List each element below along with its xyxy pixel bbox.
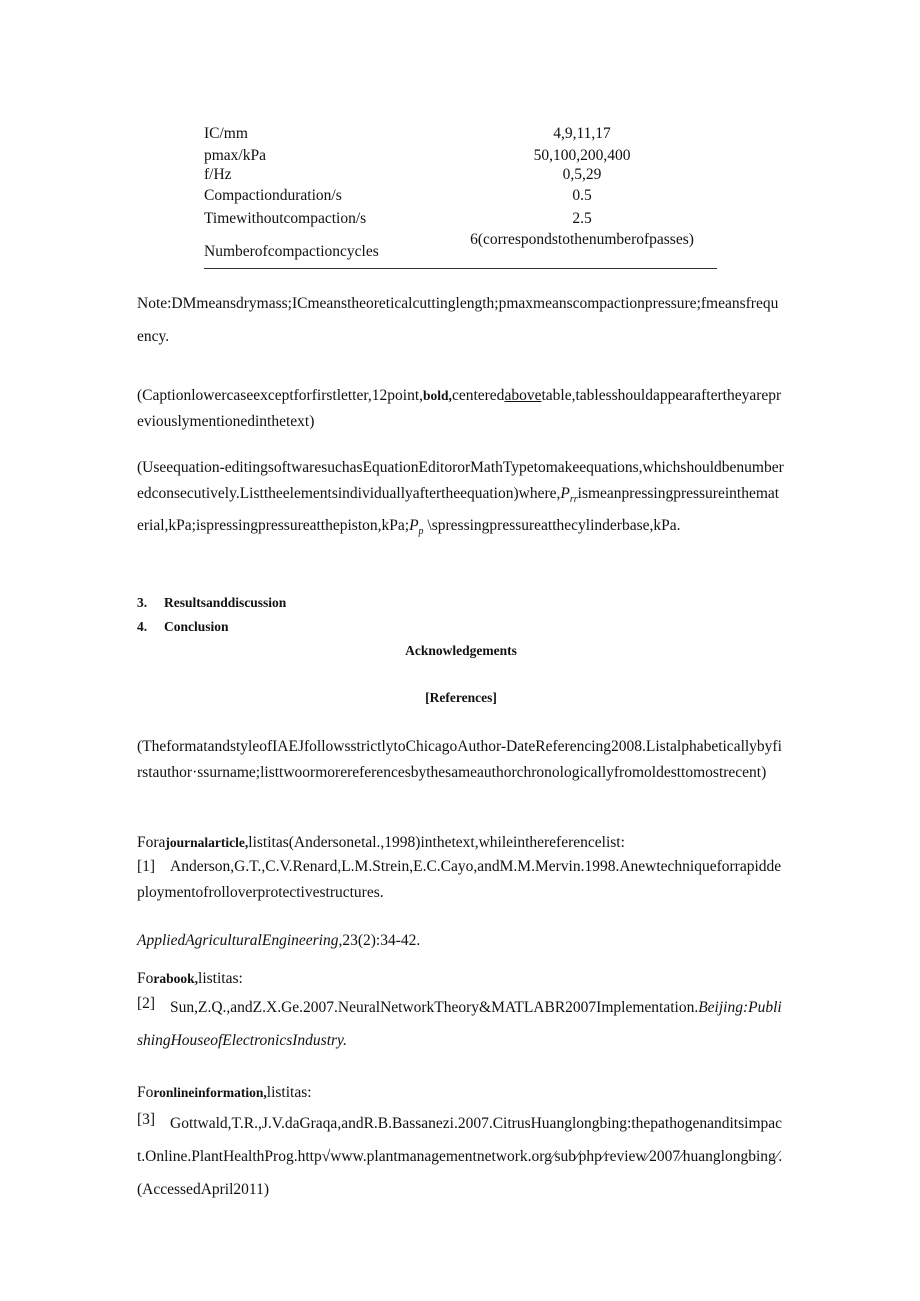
equation-instructions xyxy=(137,455,785,545)
table-value-ic: 4,9,11,17 xyxy=(553,125,611,142)
ref-1-volume: 23(2):34-42. xyxy=(342,932,421,949)
table-label-cycles: Numberofcompactioncycles xyxy=(204,243,379,260)
section-4-number: 4. xyxy=(137,619,148,634)
table-value-cycles: 6(correspondstothenumberofpasses) xyxy=(470,231,694,248)
table-value-compaction-duration: 0.5 xyxy=(572,187,592,204)
acknowledgements-heading: Acknowledgements xyxy=(405,643,517,658)
book-intro-post: listitas: xyxy=(198,970,243,987)
table-label-pmax: pmax/kPa xyxy=(204,147,266,164)
table-bottom-rule xyxy=(204,268,717,269)
online-intro-post: listitas: xyxy=(266,1084,312,1101)
ref-1-journal-line xyxy=(137,928,785,954)
equation-instr-text2: ismeanpressingpressureinthematerial,kPa;ispressingpressureatthepiston,kPa; xyxy=(137,485,780,535)
caption-instr-pre: (Captionlowercaseexceptforfirstletter,12point, xyxy=(137,387,424,404)
caption-instr-bold: bold, xyxy=(423,388,452,403)
online-intro-bold: ronlineinformation, xyxy=(153,1085,267,1100)
table-label-ic: IC/mm xyxy=(204,125,248,142)
table-value-time-without: 2.5 xyxy=(572,210,592,227)
ref-2-main: Sun,Z.Q.,andZ.X.Ge.2007.NeuralNetworkTheory&MATLABR2007Implementation. xyxy=(170,999,699,1016)
journal-intro-post: listitas(Andersonetal.,1998)inthetext,whileinthereferencelist: xyxy=(248,834,625,851)
table-value-pmax: 50,100,200,400 xyxy=(533,147,631,164)
ref-3-text: Gottwald,T.R.,J.V.daGraqa,andR.B.Bassanezi.2007.CitrusHuanglongbing:thepathogenanditsimpact.Online.PlantHealthProg.http√www.plantmanagementnetwork.org∕sub∕php∕review∕2007∕huanglongbing∕.(AccessedApril2011) xyxy=(137,1115,783,1198)
book-intro-pre: Fo xyxy=(137,970,154,987)
ref-3-number: [3] xyxy=(137,1111,156,1128)
book-intro xyxy=(137,966,785,992)
caption-instr-post: table,tablesshouldappearaftertheyarepreviouslymentionedinthetext) xyxy=(137,387,782,430)
ref-1-text: Anderson,G.T.,C.V.Renard,L.M.Strein,E.C.Cayo,andM.M.Mervin.1998.Anewtechniqueforrapiddeploymentofrolloverprotectivestructures. xyxy=(137,858,782,901)
book-intro-bold: rabook, xyxy=(153,971,199,986)
ref-2-text xyxy=(137,991,785,1057)
equation-instr-text3: \spressingpressureatthecylinderbase,kPa. xyxy=(427,517,681,535)
ref-2-publisher: Beijing:PublishingHouseofElectronicsIndustry. xyxy=(137,999,782,1049)
journal-intro-pre: Fora xyxy=(137,834,166,851)
section-4-title: Conclusion xyxy=(164,619,229,634)
equation-instr-text1: (Useequation-editingsoftwaresuchasEquationEditororMathTypetomakeequations,whichshouldbenumberedconsecutively.Listtheelementsindividuallyaftertheequation)where, xyxy=(137,459,784,502)
caption-instructions xyxy=(137,383,785,435)
journal-intro xyxy=(137,830,785,856)
table-label-time-without: Timewithoutcompaction/s xyxy=(204,210,367,227)
symbol-p-p-sub: p xyxy=(418,526,424,538)
table-value-f: 0,5,29 xyxy=(562,166,602,183)
table-note: Note:DMmeansdrymass;ICmeanstheoreticalcuttinglength;pmaxmeanscompactionpressure;fmeansfrequency. xyxy=(137,295,779,345)
symbol-p-p-main: P xyxy=(409,517,419,535)
section-3-number: 3. xyxy=(137,595,148,610)
online-intro-pre: Fo xyxy=(137,1084,154,1101)
ref-1-journal-name: AppliedAgriculturalEngineering, xyxy=(137,932,343,949)
section-3-title: Resultsanddiscussion xyxy=(164,595,287,610)
journal-intro-bold: journalarticle, xyxy=(165,835,249,850)
table-label-compaction-duration: Compactionduration/s xyxy=(204,187,342,204)
ref-1-number: [1] xyxy=(137,858,156,875)
symbol-p-rr xyxy=(560,485,578,506)
reference-instructions: (TheformatandstyleofIAEJfollowsstrictlytoChicagoAuthor-DateReferencing2008.Listalphabeticallybyfirstauthor·ssurname;listtwoormorereferencesbythesameauthorchronologicallyfromoldesttomostrecent) xyxy=(137,738,782,781)
symbol-p-rr-main: P xyxy=(560,485,570,502)
caption-instr-mid: centered xyxy=(451,387,505,404)
ref-2-number: [2] xyxy=(137,995,156,1012)
online-intro xyxy=(137,1080,785,1106)
references-heading: [References] xyxy=(425,690,497,705)
symbol-p-p xyxy=(409,517,424,538)
symbol-p-rr-sub: rr xyxy=(569,494,578,506)
caption-instr-above: above xyxy=(504,387,542,404)
table-label-f: f/Hz xyxy=(204,166,232,183)
